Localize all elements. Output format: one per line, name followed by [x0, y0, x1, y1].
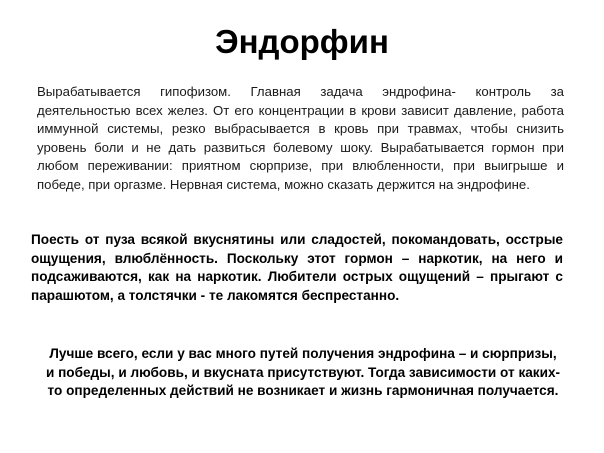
intro-paragraph: Вырабатывается гипофизом. Главная задача эндрофина- контроль за деятельностью всех желез. От его концентрации в крови зависит давление, работа иммунной системы, резко выбрасывается в кровь при травмах, чтобы снизить уровень боли и не дать развиться болевому шоку. Вырабатывается гормон при любом переживании: приятном сюрпризе, при влюбленности, при выигрыше и победе, при оргазме. Нервная система, можно сказать держится на эндрофине.	[37, 84, 564, 192]
slide-title: Эндорфин	[215, 23, 389, 60]
conclusion-paragraph: Лучше всего, если у вас много путей получения эндрофина – и сюрпризы, и победы, и любовь, и вкусната присутствуют. Тогда зависимости от каких-то определенных действий не возникает и жизнь гармоничная получается.	[45, 346, 561, 399]
addiction-paragraph: Поесть от пуза всякой вкуснятины или сладостей, покомандовать, осстрые ощущения, влюблённость. Поскольку этот гормон – наркотик, на него и подсаживаются, как на наркотик. Любители острых ощущений – прыгают с парашютом, а толстячки - те лакомятся беспрестанно.	[31, 232, 563, 303]
